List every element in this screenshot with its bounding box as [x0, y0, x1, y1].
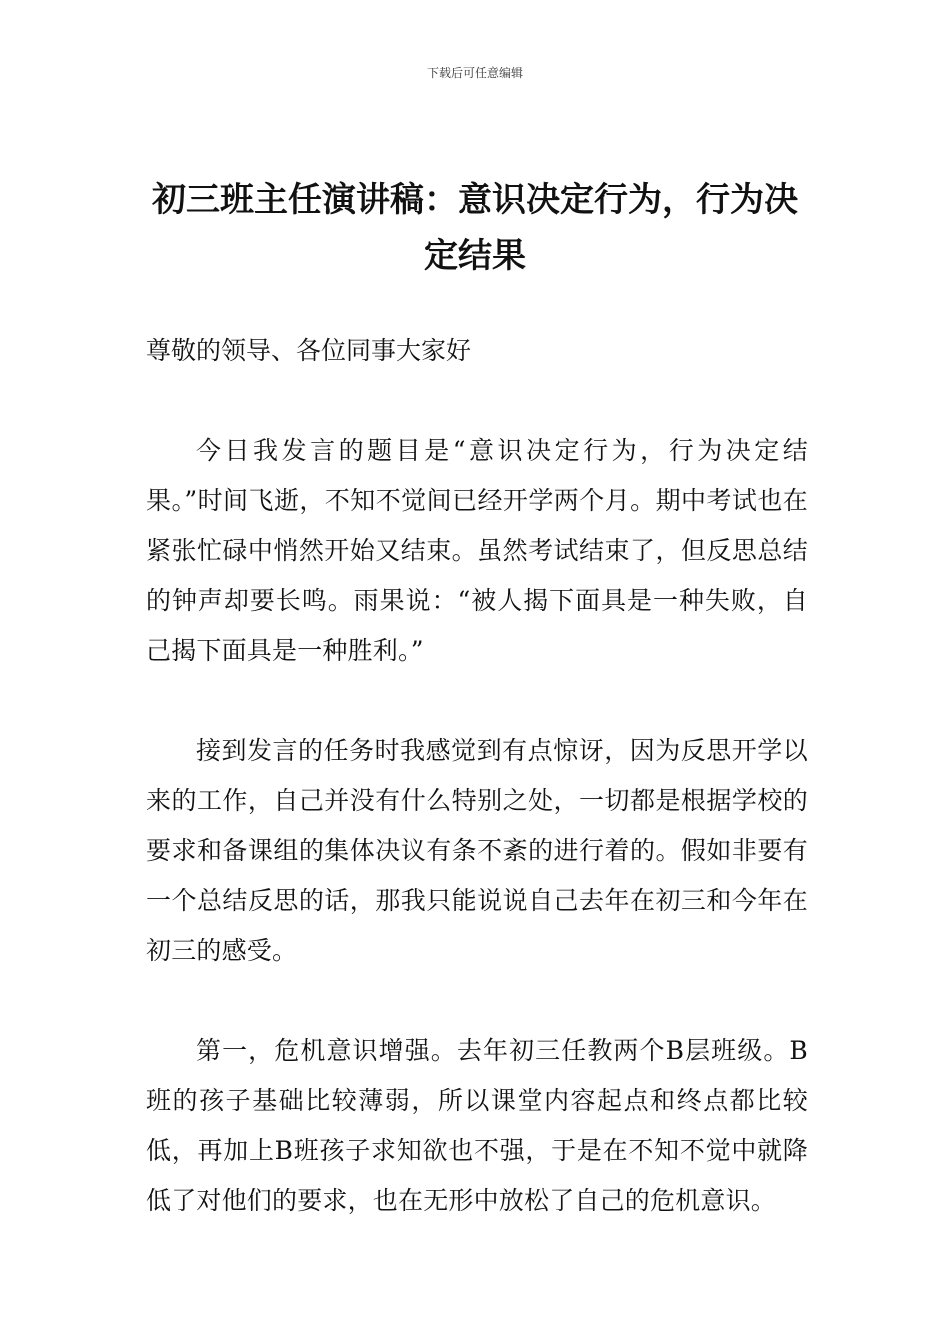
paragraph-1: 今日我发言的题目是“意识决定行为，行为决定结果。”时间飞逝，不知不觉间已经开学两个月。期中考试也在紧张忙碌中悄然开始又结束。虽然考试结束了，但反思总结的钟声却要长鸣。雨果说：“被人揭下面具是一种失败，自己揭下面具是一种胜利。”: [146, 436, 808, 665]
paragraph-2: 接到发言的任务时我感觉到有点惊讶，因为反思开学以来的工作，自己并没有什么特别之处，一切都是根据学校的要求和备课组的集体决议有条不紊的进行着的。假如非要有一个总结反思的话，那我只能说说自己去年在初三和今年在初三的感受。: [146, 736, 808, 965]
header-note: 下载后可任意编辑: [426, 66, 523, 80]
document-body: [146, 326, 808, 1276]
paragraph-3: 第一，危机意识增强。去年初三任教两个B层班级。B班的孩子基础比较薄弱，所以课堂内容起点和终点都比较低，再加上B班孩子求知欲也不强，于是在不知不觉中就降低了对他们的要求，也在无形中放松了自己的危机意识。: [146, 1036, 808, 1215]
greeting: 尊敬的领导、各位同事大家好: [146, 336, 472, 365]
document-title: 初三班主任演讲稿：意识决定行为，行为决定结果: [152, 180, 798, 276]
